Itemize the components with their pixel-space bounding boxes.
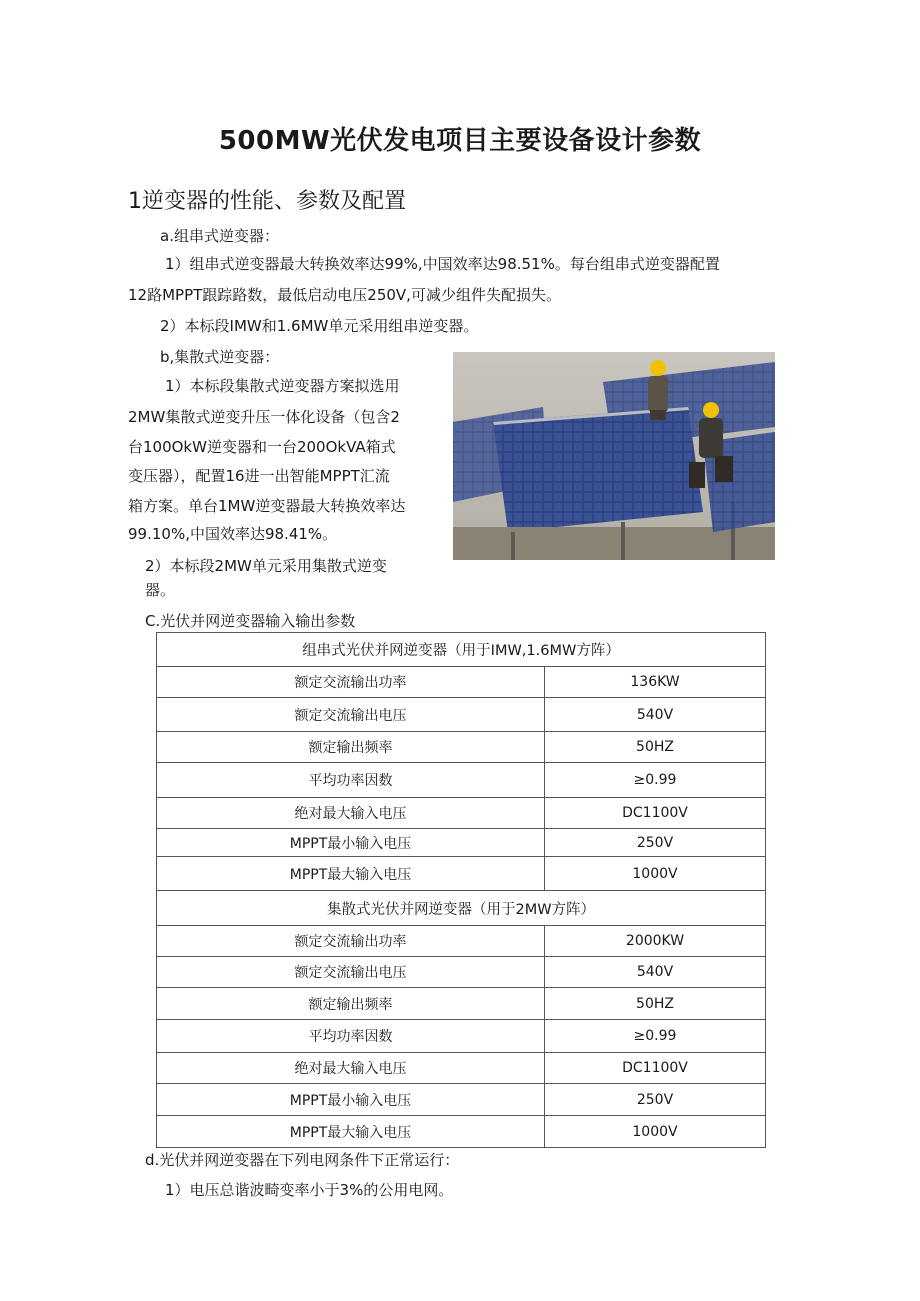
param-cell: 平均功率因数	[157, 763, 545, 798]
table-row	[157, 857, 766, 891]
item-a1-line1: 1）组串式逆变器最大转换效率达99%,中国效率达98.51%。每台组串式逆变器配置	[165, 255, 720, 273]
table-row	[157, 667, 766, 698]
section-heading: 1逆变器的性能、参数及配置	[128, 189, 406, 214]
param-cell: 绝对最大输入电压	[157, 1053, 545, 1084]
item-b2-line: 2）本标段2MW单元采用集散式逆变	[145, 557, 387, 575]
item-b1-line: 台100OkW逆变器和一台200OkVA箱式	[128, 438, 396, 456]
value-cell: 50HZ	[545, 732, 766, 763]
table-row	[157, 698, 766, 732]
solar-panel-workers-photo	[453, 352, 775, 560]
value-cell: 136KW	[545, 667, 766, 698]
value-cell: 50HZ	[545, 988, 766, 1020]
document-title: 500MW光伏发电项目主要设备设计参数	[218, 126, 702, 156]
value-cell: 2000KW	[545, 926, 766, 957]
table-row	[157, 732, 766, 763]
item-d-label: d.光伏并网逆变器在下列电网条件下正常运行：	[145, 1151, 460, 1169]
table-row	[157, 763, 766, 798]
item-b2-line: 器。	[145, 581, 176, 599]
param-cell: 额定交流输出电压	[157, 957, 545, 988]
table-row	[157, 926, 766, 957]
item-b1-line: 变压器），配置16进一出智能MPPT汇流	[128, 467, 390, 485]
param-cell: MPPT最小输入电压	[157, 829, 545, 857]
param-cell: 平均功率因数	[157, 1020, 545, 1053]
table-row	[157, 988, 766, 1020]
value-cell: 1000V	[545, 857, 766, 891]
table-row	[157, 1053, 766, 1084]
value-cell: 540V	[545, 957, 766, 988]
value-cell: 1000V	[545, 1116, 766, 1148]
item-a-label: a.组串式逆变器：	[160, 227, 279, 245]
item-d1: 1）电压总谐波畸变率小于3%的公用电网。	[165, 1181, 454, 1199]
param-cell: 额定交流输出电压	[157, 698, 545, 732]
value-cell: ≥0.99	[545, 763, 766, 798]
item-c-label: C.光伏并网逆变器输入输出参数	[145, 612, 356, 630]
value-cell: DC1100V	[545, 1053, 766, 1084]
param-cell: 额定输出频率	[157, 732, 545, 763]
item-b1-line: 2MW集散式逆变升压一体化设备（包含2	[128, 408, 400, 426]
value-cell: DC1100V	[545, 798, 766, 829]
item-a1-line2: 12路MPPT跟踪路数，最低启动电压250V,可减少组件失配损失。	[128, 286, 561, 304]
table-row	[157, 1084, 766, 1116]
item-b-label: b,集散式逆变器：	[160, 348, 280, 366]
param-cell: 额定输出频率	[157, 988, 545, 1020]
table-row	[157, 957, 766, 988]
table-row	[157, 798, 766, 829]
value-cell: 250V	[545, 829, 766, 857]
table-group-title: 组串式光伏并网逆变器（用于IMW,1.6MW方阵）	[157, 633, 766, 667]
table-row	[157, 829, 766, 857]
table-group-title: 集散式光伏并网逆变器（用于2MW方阵）	[157, 891, 766, 926]
table-row	[157, 1116, 766, 1148]
value-cell: 250V	[545, 1084, 766, 1116]
item-a2: 2）本标段IMW和1.6MW单元采用组串逆变器。	[160, 317, 479, 335]
inverter-parameter-table	[156, 632, 765, 1148]
param-cell: 绝对最大输入电压	[157, 798, 545, 829]
param-cell: MPPT最大输入电压	[157, 857, 545, 891]
value-cell: 540V	[545, 698, 766, 732]
param-cell: 额定交流输出功率	[157, 926, 545, 957]
value-cell: ≥0.99	[545, 1020, 766, 1053]
table-row	[157, 1020, 766, 1053]
param-cell: MPPT最小输入电压	[157, 1084, 545, 1116]
item-b1-line: 箱方案。单台1MW逆变器最大转换效率达	[128, 497, 406, 515]
param-cell: 额定交流输出功率	[157, 667, 545, 698]
item-b1-line: 99.10%,中国效率达98.41%。	[128, 525, 338, 543]
item-b1-line: 1）本标段集散式逆变器方案拟选用	[165, 377, 400, 395]
param-cell: MPPT最大输入电压	[157, 1116, 545, 1148]
